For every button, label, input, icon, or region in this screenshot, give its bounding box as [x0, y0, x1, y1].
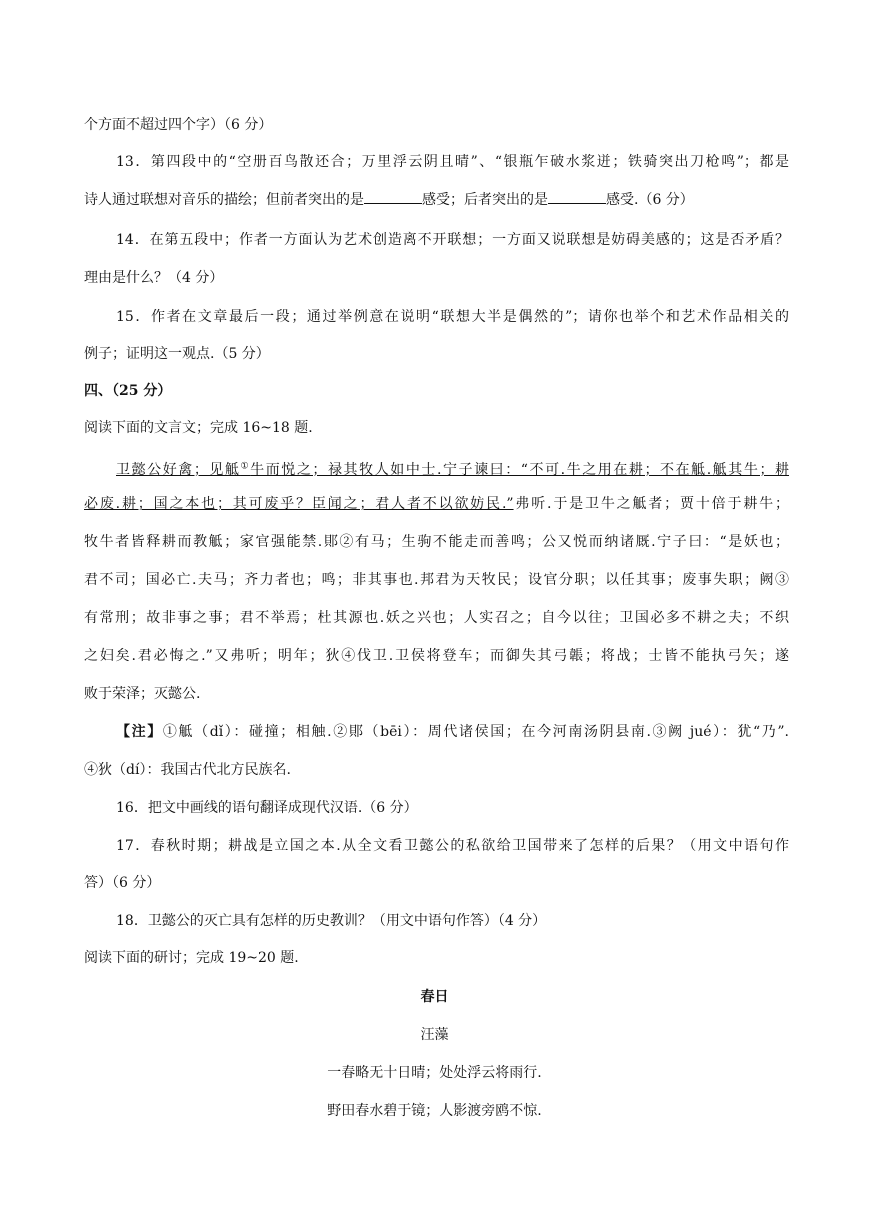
q12-tail: 个方面不超过四个字）（6 分）	[84, 117, 273, 133]
notes-line1: 【注】①觝（dǐ）：碰撞；相触.②郥（bēi）：周代诸侯国；在今河南汤阴县南.③阙 jué）：犹“乃”.	[116, 724, 790, 740]
q13-text-a: 诗人通过联想对音乐的描绘；但前者突出的是	[84, 192, 364, 208]
poem-intro: 阅读下面的研讨；完成 19~20 题.	[84, 950, 299, 966]
q13-line1: 13．第四段中的“空册百鸟散还合；万里浮云阴且晴”、“银瓶乍破水浆迸；铁骑突出刀枪鸣”；都是	[116, 154, 789, 170]
answer-blank-1	[364, 189, 422, 204]
answer-blank-2	[548, 189, 606, 204]
passage-line-5: 有常刑；故非事之事；君不举焉；杜其源也.妖之兴也；人实召之；自今以往；卫国必多不耕之夫；不织	[84, 610, 789, 626]
classical-intro: 阅读下面的文言文；完成 16~18 题.	[84, 420, 313, 436]
underlined-text: 卫懿公好禽；见觝①牛而悦之；禄其牧人如中士.宁子谏曰：“不可.牛之用在耕；不在觝.觝其牛；耕	[116, 461, 790, 478]
passage-line-1	[116, 456, 789, 480]
q14-line2: 理由是什么？（4 分）	[84, 270, 224, 286]
poem-author: 汪藻	[420, 1027, 449, 1043]
poem-line-1: 一春略无十日晴；处处浮云将雨行.	[327, 1065, 542, 1081]
q15-line2: 例子；证明这一观点.（5 分）	[84, 346, 270, 362]
q15-line1: 15．作者在文章最后一段；通过举例意在说明“联想大半是偶然的”；请你也举个和艺术作品相关的	[116, 309, 789, 325]
passage-line-3: 牧牛者皆释耕而教觝；家官强能禁.郥②有马；生驹不能走而善鸣；公又悦而纳诸厩.宁子曰：“是妖也；	[84, 534, 789, 550]
underlined-text: 必废.耕；国之本也；其可废乎？臣闻之；君人者不以欲妨民.”	[84, 496, 514, 512]
q13-text-b: 感受；后者突出的是	[422, 192, 548, 208]
notes-line2: ④狄（dí）：我国古代北方民族名.	[84, 762, 291, 778]
poem-title: 春日	[420, 989, 449, 1005]
q14-line1: 14．在第五段中；作者一方面认为艺术创造离不开联想；一方面又说联想是妨碍美感的；这是否矛盾？	[116, 232, 789, 248]
passage-line-4: 君不司；国必亡.夫马；齐力者也；鸣；非其事也.邦君为天牧民；设官分职；以任其事；废事失职；阙③	[84, 572, 789, 588]
poem-line-2: 野田春水碧于镜；人影渡旁鸥不惊.	[327, 1103, 542, 1119]
q18: 18．卫懿公的灭亡具有怎样的历史教训？（用文中语句作答）（4 分）	[116, 913, 547, 929]
notes-label: 【注】	[116, 724, 163, 740]
q17-line1: 17．春秋时期；耕战是立国之本.从全文看卫懿公的私欲给卫国带来了怎样的后果？（用文中语句作	[116, 838, 789, 854]
passage-line-6: 之妇矣.君必悔之.”又弗听；明年；狄④伐卫.卫侯将登车；而御失其弓韔；将战；士皆不能执弓矢；遂	[84, 648, 789, 664]
q13-line2	[84, 189, 789, 210]
q17-line2: 答）（6 分）	[84, 875, 161, 891]
q16: 16．把文中画线的语句翻译成现代汉语.（6 分）	[116, 800, 418, 816]
passage-line-2: 必废.耕；国之本也；其可废乎？臣闻之；君人者不以欲妨民.”弗听.于是卫牛之觝者；贾十倍于耕牛；	[84, 496, 789, 512]
passage-line-7: 败于荣泽；灭懿公.	[84, 686, 201, 702]
section-heading: 四、（25 分）	[84, 383, 172, 399]
q13-text-c: 感受.（6 分）	[606, 192, 694, 208]
